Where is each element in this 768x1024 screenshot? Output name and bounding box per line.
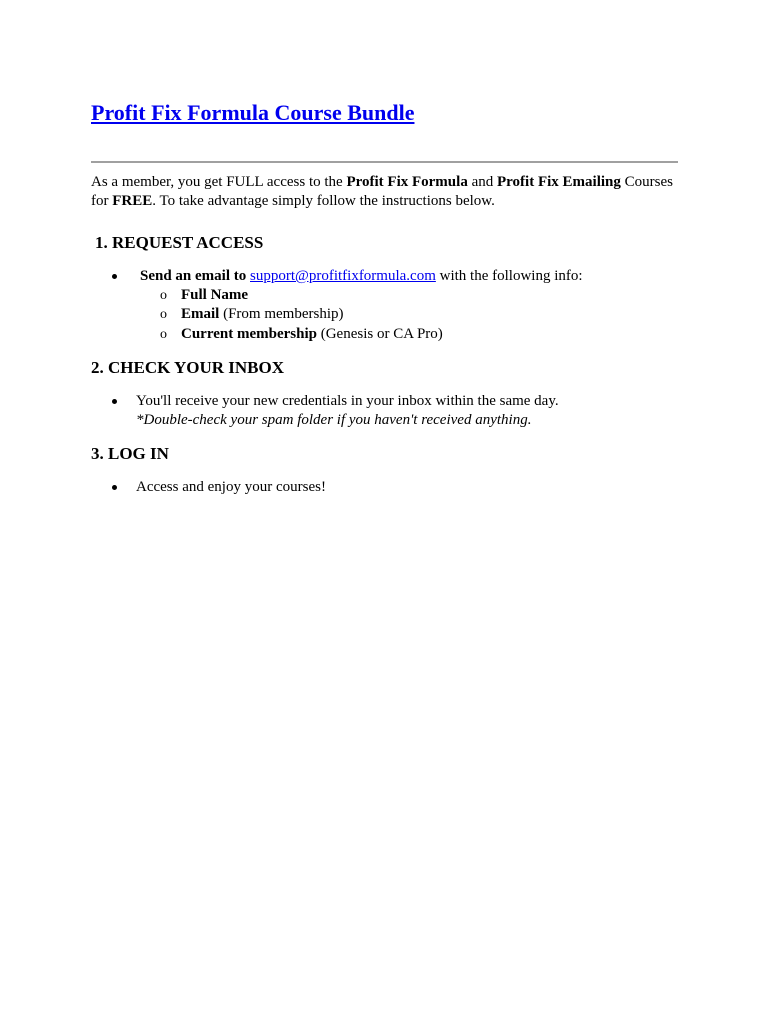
intro-bold-course-1: Profit Fix Formula — [346, 174, 468, 190]
circle-bullet-icon: o — [160, 327, 167, 342]
bullet-icon — [112, 399, 117, 404]
inbox-instruction: You'll receive your new credentials in your inbox within the same day. — [136, 393, 559, 409]
intro-bold-free: FREE — [112, 193, 153, 209]
support-email-link[interactable]: support@profitfixformula.com — [250, 268, 436, 284]
email-instruction-rest: with the following info: — [435, 268, 583, 284]
step-3-heading: 3. LOG IN — [91, 444, 169, 463]
circle-bullet-icon: o — [160, 288, 167, 303]
info-detail: (Genesis or CA Pro) — [316, 326, 443, 342]
intro-text-3: Courses for — [91, 174, 673, 209]
spam-note: *Double-check your spam folder if you haven't received anything. — [136, 412, 532, 428]
login-instruction: Access and enjoy your courses! — [136, 479, 326, 495]
circle-bullet-icon: o — [160, 307, 167, 322]
info-label: Email — [181, 306, 220, 322]
intro-paragraph — [91, 173, 691, 211]
email-instruction — [140, 267, 583, 286]
intro-text-4: . To take advantage simply follow the instructions below. — [152, 193, 495, 209]
info-detail: (From membership) — [219, 306, 344, 322]
step-1-heading: 1. REQUEST ACCESS — [95, 233, 264, 252]
bullet-icon — [112, 485, 117, 490]
step-2-heading: 2. CHECK YOUR INBOX — [91, 358, 284, 377]
page-title — [91, 98, 414, 128]
info-label: Full Name — [181, 287, 249, 303]
bullet-icon — [112, 274, 117, 279]
info-label: Current membership — [181, 326, 317, 342]
intro-text-2: and — [467, 174, 497, 190]
title-link[interactable]: Profit Fix Formula Course Bundle — [91, 100, 415, 125]
divider — [91, 161, 678, 163]
email-instruction-bold: Send an email to — [140, 268, 247, 284]
intro-text-1: As a member, you get FULL access to the — [91, 174, 347, 190]
intro-bold-course-2: Profit Fix Emailing — [497, 174, 621, 190]
